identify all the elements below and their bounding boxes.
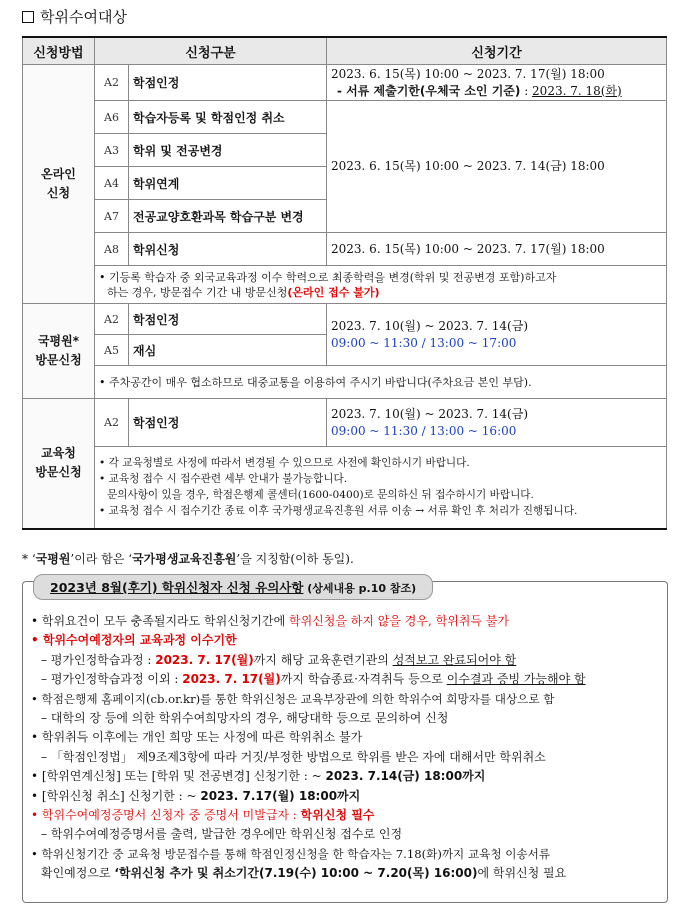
table-note-row <box>23 447 667 529</box>
category-cell: 학습자등록 및 학점인정 취소 <box>129 101 327 134</box>
category-cell: 학위신청 <box>129 233 327 266</box>
header-category: 신청구분 <box>95 37 327 65</box>
category-cell: 학위연계 <box>129 167 327 200</box>
table-row <box>23 304 667 335</box>
table-note-row <box>23 266 667 304</box>
notice-line: – 학위수여예정증명서를 출력, 발급한 경우에만 학위신청 접수로 인정 <box>41 827 403 842</box>
table-note-row <box>23 366 667 399</box>
notice-line: – 「학점인정법」 제9조제3항에 따라 거짓/부정한 방법으로 학위를 받은 자에 대해서만 학위취소 <box>41 749 546 764</box>
code-cell: A3 <box>95 134 129 167</box>
category-cell: 학점인정 <box>129 304 327 335</box>
table-row <box>23 101 667 134</box>
table-row <box>23 399 667 447</box>
code-cell: A2 <box>95 65 129 101</box>
code-cell: A2 <box>95 399 129 447</box>
notice-line: • 학위수여예정자의 교육과정 이수기한 <box>31 633 237 648</box>
header-method: 신청방법 <box>23 37 95 65</box>
header-period: 신청기간 <box>327 37 667 65</box>
period-cell: 2023. 6. 15(목) 10:00 ~ 2023. 7. 14(금) 18:00 <box>327 101 667 233</box>
period-cell: 2023. 6. 15(목) 10:00 ~ 2023. 7. 17(월) 18:00 - 서류 제출기한(우체국 소인 기준) : 2023. 7. 18(화) <box>327 65 667 101</box>
notice-line: – 대학의 장 등에 의한 학위수여희망자의 경우, 해당대학 등으로 문의하여 신청 <box>41 711 449 726</box>
online-note: • 기등록 학습자 중 외국교육과정 이수 학력으로 최종학력을 변경(학위 및 전공변경 포함)하고자 하는 경우, 방문접수 기간 내 방문신청(온라인 접수 불가) <box>95 266 667 304</box>
category-cell: 전공교양호환과목 학습구분 변경 <box>129 200 327 233</box>
table-row <box>23 233 667 266</box>
period-cell: 2023. 7. 10(월) ~ 2023. 7. 14(금) 09:00 ~ 11:30 / 13:00 ~ 16:00 <box>327 399 667 447</box>
method-nile-visit: 국평원* 방문신청 <box>23 304 95 399</box>
period-cell: 2023. 7. 10(월) ~ 2023. 7. 14(금) 09:00 ~ 11:30 / 13:00 ~ 17:00 <box>327 304 667 366</box>
method-online: 온라인 신청 <box>23 65 95 304</box>
code-cell: A6 <box>95 101 129 134</box>
application-schedule-table <box>22 36 667 530</box>
notice-line: • [학위신청 취소] 신청기한 : ~ 2023. 7.17(월) 18:00까지 <box>31 788 361 803</box>
section-heading <box>22 6 127 27</box>
table-row <box>23 65 667 101</box>
code-cell: A4 <box>95 167 129 200</box>
notice-line: • 학점은행제 홈페이지(cb.or.kr)를 통한 학위신청은 교육부장관에 의한 학위수여 희망자를 대상으로 함 <box>31 691 555 706</box>
notice-line: • 학위수여예정증명서 신청자 중 증명서 미발급자 : 학위신청 필수 <box>31 808 375 823</box>
notice-line: • 학위요건이 모두 충족될지라도 학위신청기간에 학위신청을 하지 않을 경우, 학위취득 불가 <box>31 614 509 628</box>
code-cell: A5 <box>95 335 129 366</box>
footnote: * ‘국평원’이라 함은 ‘국가평생교육진흥원’을 지칭함(이하 동일). <box>22 552 354 566</box>
office-notes: • 각 교육청별로 사정에 따라서 변경될 수 있으므로 사전에 확인하시기 바랍니다. • 교육청 접수 시 접수관련 세부 안내가 불가능합니다. 문의사항이 있을 경우, 학점은행제 콜센터(1600-0400)로 문의하신 뒤 접수하시기 바랍니다. • 교육청 접수 시 접수기간 종료 이후 국가평생교육진흥원 서류 이송 → 서류 확인 후 처리가 진행됩니다. <box>95 447 667 529</box>
category-cell: 학점인정 <box>129 65 327 101</box>
category-cell: 재심 <box>129 335 327 366</box>
nile-note: • 주차공간이 매우 협소하므로 대중교통을 이용하여 주시기 바랍니다(주차요금 본인 부담). <box>95 366 667 399</box>
checkbox-square-icon <box>22 11 34 23</box>
notice-box-body <box>31 612 661 884</box>
notice-box-title: 2023년 8월(후기) 학위신청자 신청 유의사항 (상세내용 p.10 참조) <box>33 574 433 600</box>
notice-line: • [학위연계신청] 또는 [학위 및 전공변경] 신청기한 : ~ 2023. 7.14(금) 18:00까지 <box>31 769 486 784</box>
notice-line: 확인예정으로 ‘학위신청 추가 및 취소기간(7.19(수) 10:00 ~ 7.20(목) 16:00)에 학위신청 필요 <box>41 866 567 881</box>
notice-line: – 평가인정학습과정 이외 : 2023. 7. 17(월)까지 학습종료·자격취득 등으로 이수결과 증빙 가능해야 함 <box>41 672 586 687</box>
code-cell: A8 <box>95 233 129 266</box>
category-cell: 학점인정 <box>129 399 327 447</box>
notice-line: • 학위취득 이후에는 개인 희망 또는 사정에 따른 학위취소 불가 <box>31 730 363 745</box>
section-heading-text: 학위수여대상 <box>40 8 127 26</box>
period-cell: 2023. 6. 15(목) 10:00 ~ 2023. 7. 17(월) 18:00 <box>327 233 667 266</box>
code-cell: A7 <box>95 200 129 233</box>
notice-line: – 평가인정학습과정 : 2023. 7. 17(월)까지 해당 교육훈련기관의 성적보고 완료되어야 함 <box>41 652 517 667</box>
notice-line: • 학위신청기간 중 교육청 방문접수를 통해 학점인정신청을 한 학습자는 7.18(화)까지 교육청 이송서류 <box>31 846 551 861</box>
code-cell: A2 <box>95 304 129 335</box>
notice-box <box>22 581 668 903</box>
table-header-row <box>23 37 667 65</box>
method-office-visit: 교육청 방문신청 <box>23 399 95 529</box>
category-cell: 학위 및 전공변경 <box>129 134 327 167</box>
